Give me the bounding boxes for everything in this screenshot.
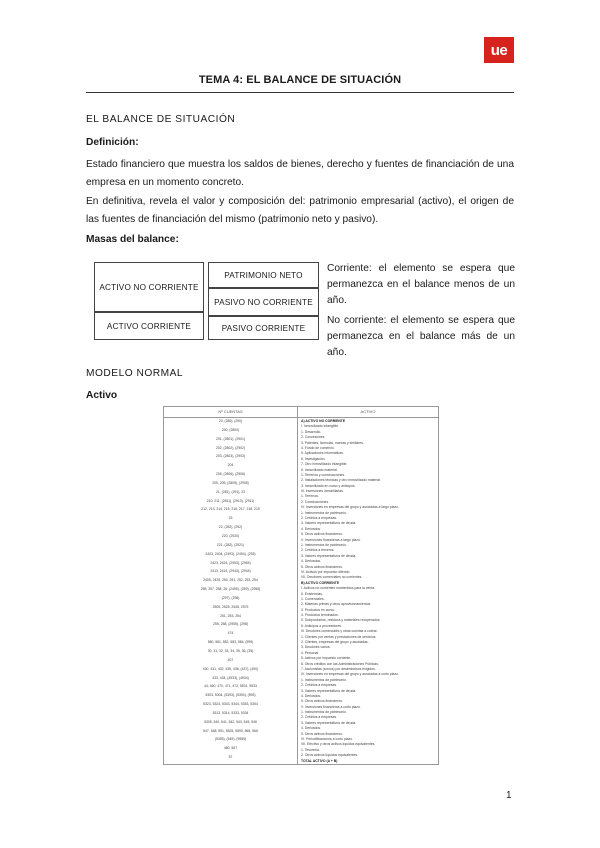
account-line: 474 [227, 631, 234, 636]
activo-line: 3. Deudores varios. [301, 645, 331, 650]
account-line: 2423, 2424, (2953), (2954) [210, 560, 251, 565]
activo-line: 3. Valores representativos de deuda. [301, 720, 357, 725]
account-line: 220, (2920) [221, 534, 240, 538]
account-line: 2403, 2404, (2493), (2494), (293) [205, 551, 256, 556]
activo-table [163, 406, 439, 765]
activo-line: 3. Valores representativos de deuda. [301, 553, 357, 558]
account-line: 206, (2806), (2906) [215, 472, 246, 477]
definition-paragraph-1: Estado financiero que muestra los saldos de bienes, derecho y fuentes de financiación de una empresa en un momento concreto. [86, 159, 514, 188]
activo-line: 3. Patentes, licencias, marcas y similares. [301, 440, 364, 445]
activo-line: 6. Investigación. [301, 456, 326, 461]
activo-line: 2. Construcciones. [301, 499, 330, 504]
account-line: 44, 460, 470, 471, 472, 5531, 5533 [204, 684, 257, 689]
col-accounts-header: Nº CUENTAS [218, 409, 243, 414]
activo-line: 1. Instrumentos de patrimonio. [301, 710, 347, 715]
activo-column [301, 419, 436, 762]
accounts-column [166, 419, 295, 762]
activo-line: 2. Instalaciones técnicas y otro inmovilizado material. [301, 478, 381, 483]
account-line: 251, 253, 254 [220, 613, 241, 618]
activo-line: 1. Instrumentos de patrimonio. [301, 510, 347, 515]
activo-line: IV. Inversiones en empresas del grupo y asociadas a largo plazo. [301, 505, 399, 510]
masas-heading: Masas del balance: [86, 234, 179, 245]
account-line: 255, 257, 258, 26, (2495), (259), (2955) [200, 587, 261, 592]
activo-line: 4. Personal. [301, 650, 320, 655]
account-line: (5395), (549), (5955) [214, 737, 247, 742]
activo-line: 1. Desarrollo. [301, 429, 322, 434]
account-line: 255, 258, (2955), (298) [213, 622, 248, 627]
pasivo-corriente-label: PASIVO CORRIENTE [221, 323, 306, 333]
no-corriente-definition: No corriente: el elemento se espera que permanezca en el balance más de un año. [327, 315, 515, 358]
account-line: 430, 431, 432, 435, 436, (437), (490) [202, 666, 259, 671]
activo-line: 4. Derivados. [301, 559, 321, 564]
activo-line: 7. Otro inmovilizado intangible. [301, 462, 348, 467]
account-line: 580, 581, 582, 583, 584, (599) [207, 640, 254, 645]
activo-line: 5. Otros activos financieros. [301, 532, 343, 537]
account-line: 22, (282), (292) [218, 525, 243, 530]
activo-subheading: Activo [86, 390, 118, 401]
section-title: EL BALANCE DE SITUACIÓN [86, 114, 236, 125]
activo-line: 1. Comerciales. [301, 596, 325, 601]
account-line: 221, (282), (2921) [216, 542, 245, 547]
corriente-definition: Corriente: el elemento se espera que permanezca en el balance menos de un año. [327, 263, 515, 306]
account-line: 433, 434, (4933), (4934) [212, 675, 249, 680]
activo-line: VI. Activos por impuesto diferido. [301, 569, 351, 574]
activo-corriente-box [94, 312, 204, 340]
account-line: 2405, 2425, 250, 251, 252, 253, 254 [203, 578, 258, 583]
activo-line: 3. Inmovilizado en curso y anticipos. [301, 483, 356, 488]
title-divider [86, 92, 514, 93]
definition-heading: Definición: [86, 137, 139, 148]
activo-line: V. Inversiones financieras a largo plazo. [301, 537, 361, 542]
account-line: 5303, 5304, (5393), (5394), (593) [205, 693, 256, 698]
account-line: 407 [227, 657, 234, 662]
activo-line: B) ACTIVO CORRIENTE [301, 580, 340, 585]
account-line: 2505, 2525, 2545, 2575 [212, 604, 249, 609]
activo-line: 2. Créditos a empresas. [301, 683, 337, 688]
activo-line: VII. Efectivo y otros activos líquidos equivalentes. [301, 742, 376, 747]
account-line: 212, 213, 214, 215, 216, 217, 218, 219 [201, 507, 260, 512]
activo-line: I. Inmovilizado intangible. [301, 424, 340, 429]
account-line: 21, (281), (291), 23 [215, 489, 246, 494]
account-line: 5323, 5324, 5343, 5344, 5353, 5354 [203, 702, 258, 707]
activo-line: VII. Deudores comerciales no corrientes. [301, 575, 363, 580]
activo-line: 2. Materias primas y otros aprovisionamientos. [301, 602, 372, 607]
activo-line: II. Inmovilizado material. [301, 467, 338, 472]
activo-line: 1. Tesorería. [301, 747, 320, 752]
activo-line: 5. Activos por impuesto corriente. [301, 656, 352, 661]
activo-line: TOTAL ACTIVO (A + B) [301, 758, 338, 763]
activo-line: 4. Derivados. [301, 693, 321, 698]
pasivo-no-corriente-label: PASIVO NO CORRIENTE [214, 297, 313, 307]
activo-line: 3. Productos en curso. [301, 607, 335, 612]
activo-line: 6. Otros créditos con las Administraciones Públicas. [301, 661, 379, 666]
account-line: 57 [228, 755, 233, 760]
activo-line: 1. Terrenos. [301, 494, 319, 499]
account-line: 204 [227, 463, 234, 468]
activo-line: 5. Otros activos financieros. [301, 564, 343, 569]
activo-line: 3. Valores representativos de deuda. [301, 521, 357, 526]
activo-line: 2. Otros activos líquidos equivalentes. [301, 753, 359, 758]
activo-line: 4. Derivados. [301, 526, 321, 531]
activo-line: 1. Terrenos y construcciones. [301, 472, 346, 477]
activo-line: 4. Productos terminados. [301, 613, 339, 618]
activo-line: 4. Derivados. [301, 726, 321, 731]
activo-line: III. Deudores comerciales y otras cuentas a cobrar. [301, 629, 378, 634]
activo-line: 7. Accionistas (socios) por desembolsos exigidos. [301, 666, 376, 671]
activo-line: 2. Créditos a empresas. [301, 516, 337, 521]
account-line: 2413, 2414, (2943), (2944) [210, 569, 251, 574]
table-header [164, 407, 438, 418]
activo-line: II. Existencias. [301, 591, 323, 596]
activo-line: 5. Otros activos financieros. [301, 699, 343, 704]
account-line: 5305, 540, 541, 542, 543, 545, 546 [204, 719, 257, 724]
activo-line: 1. Instrumentos de patrimonio. [301, 677, 347, 682]
activo-line: 1. Clientes por ventas y prestaciones de servicios. [301, 634, 377, 639]
account-line: 5313, 5314, 5333, 5334 [212, 710, 249, 715]
account-line: 201, (2801), (2901) [215, 436, 246, 441]
modelo-heading: MODELO NORMAL [86, 368, 184, 379]
col-activo-header: ACTIVO [360, 409, 376, 414]
activo-corriente-label: ACTIVO CORRIENTE [106, 321, 192, 331]
activo-line: 5. Subproductos, residuos y materiales recuperados. [301, 618, 381, 623]
activo-line: 5. Otros activos financieros. [301, 731, 343, 736]
account-line: 23 [228, 516, 233, 521]
activo-line: 1. Instrumentos de patrimonio. [301, 542, 347, 547]
activo-line: V. Inversiones financieras a corto plazo. [301, 704, 361, 709]
account-line: 547, 548, 551, 5525, 5590, 565, 566 [203, 728, 258, 733]
account-line: 210, 211, (2811), (2910), (2911) [206, 498, 255, 503]
definition-paragraph-2: En definitiva, revela el valor y composición del: patrimonio empresarial (activo), el origen de las fuentes de financiación del mismo (patrimonio neto y pasivo). [86, 196, 514, 225]
patrimonio-neto-label: PATRIMONIO NETO [224, 270, 303, 280]
activo-line: 2. Concesiones. [301, 435, 326, 440]
account-line: 200, (2800) [221, 427, 240, 432]
pasivo-no-corriente-box [208, 288, 319, 316]
activo-line: A) ACTIVO NO CORRIENTE [301, 419, 346, 423]
account-line: 480, 567 [223, 746, 238, 751]
activo-no-corriente-label: ACTIVO NO CORRIENTE [99, 282, 199, 292]
account-line: 205, 209, (2805), (2905) [212, 480, 249, 485]
account-line: 203, (2803), (2903) [215, 454, 246, 459]
patrimonio-neto-box [208, 262, 319, 288]
activo-line: 4. Fondo de comercio. [301, 445, 335, 450]
account-line: 30, 31, 32, 33, 34, 35, 36, (39) [207, 649, 254, 653]
activo-line: III. Inversiones inmobiliarias. [301, 489, 344, 494]
activo-no-corriente-box [94, 262, 204, 312]
page-title: TEMA 4: EL BALANCE DE SITUACIÓN [198, 74, 402, 86]
activo-line: 6. Anticipos a proveedores. [301, 623, 342, 628]
university-logo: ue [484, 37, 514, 63]
account-line: 202, (2802), (2902) [215, 445, 246, 450]
activo-line: IV. Inversiones en empresas del grupo y asociadas a corto plazo. [301, 672, 399, 677]
activo-line: 2. Clientes, empresas del grupo y asociadas. [301, 640, 369, 645]
page-number: 1 [506, 790, 512, 801]
account-line: (297), (298) [221, 595, 240, 600]
activo-line: 2. Créditos a terceros. [301, 548, 335, 553]
activo-line: I. Activos no corrientes mantenidos para la venta. [301, 586, 376, 591]
pasivo-corriente-box [208, 316, 319, 340]
account-line: 20, (280), (290) [218, 419, 243, 423]
activo-line: VI. Periodificaciones a corto plazo. [301, 737, 354, 742]
activo-line: 2. Créditos a empresas. [301, 715, 337, 720]
table-column-divider [297, 407, 298, 764]
activo-line: 5. Aplicaciones informáticas. [301, 451, 344, 456]
activo-line: 3. Valores representativos de deuda. [301, 688, 357, 693]
